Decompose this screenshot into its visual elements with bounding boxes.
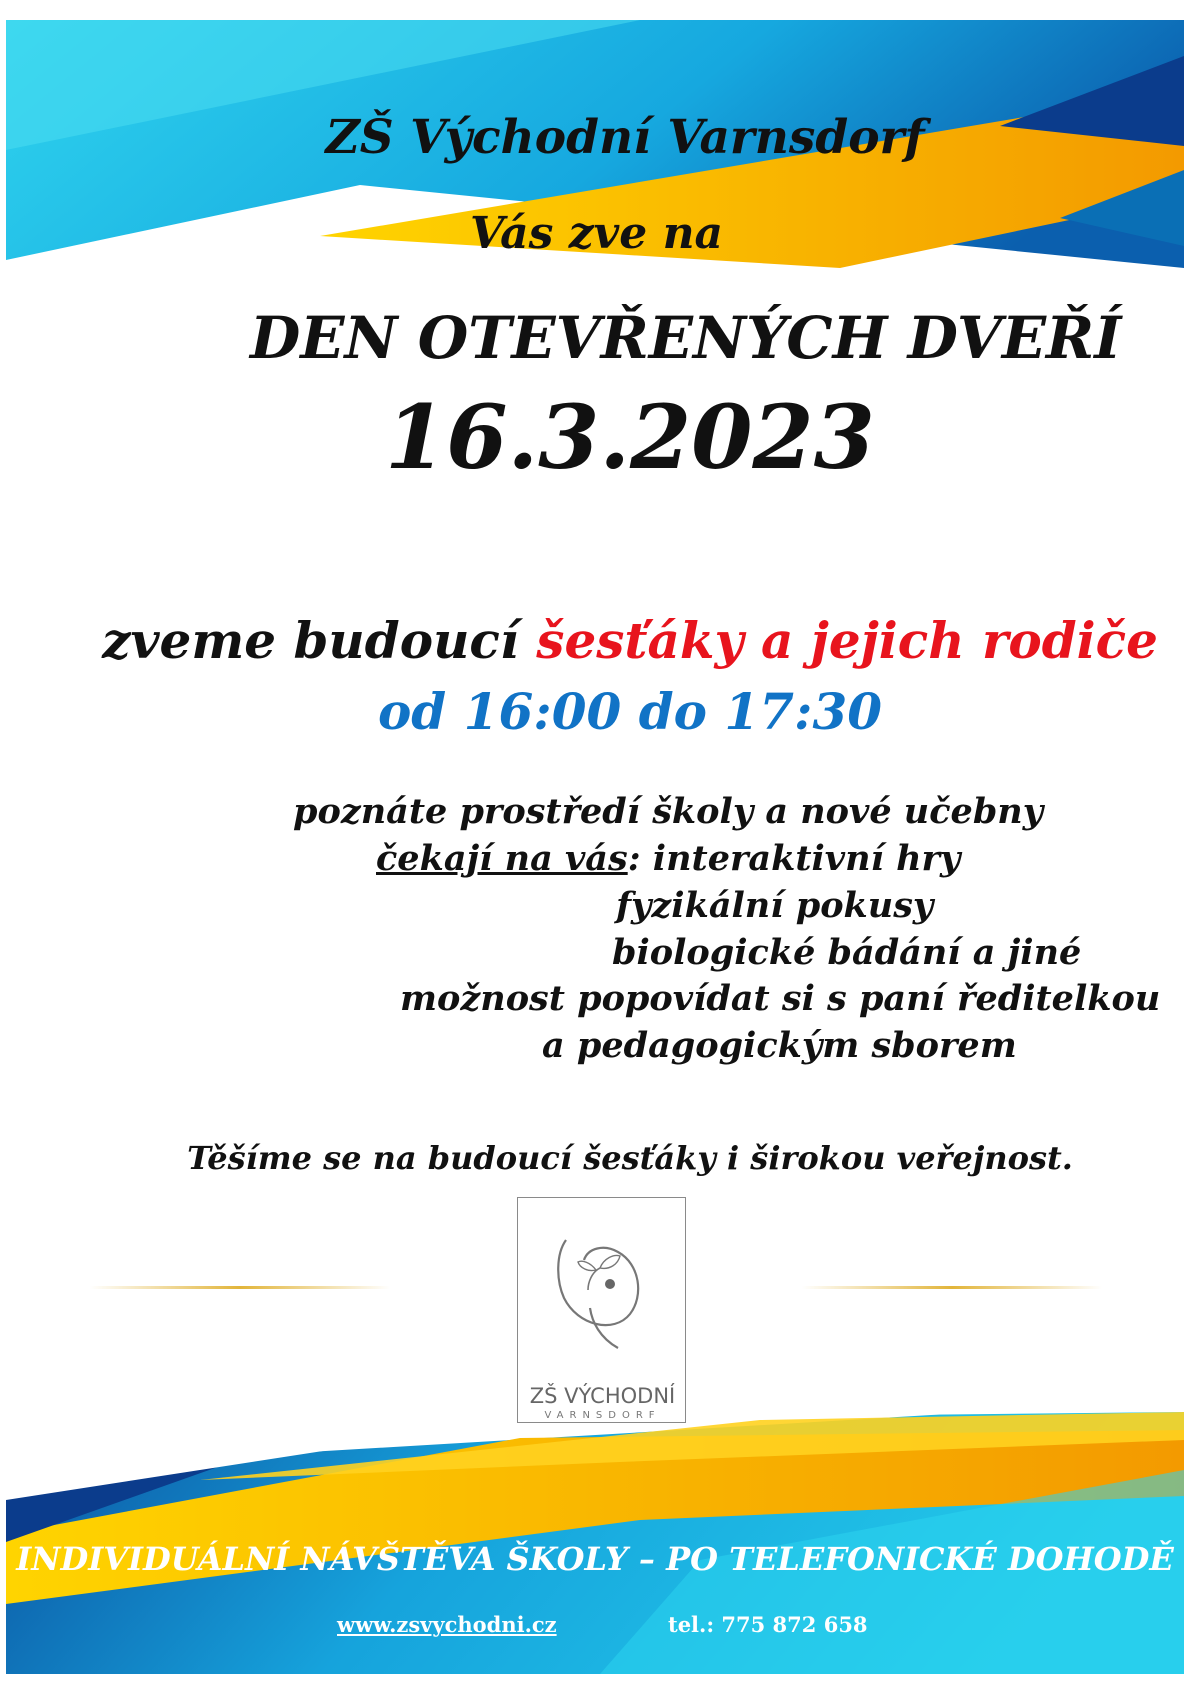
invitation-line bbox=[0, 611, 1190, 670]
invitation-highlight: šesťáky a jejich rodiče bbox=[536, 611, 1158, 670]
gold-rule-left bbox=[90, 1286, 390, 1289]
footer-note: INDIVIDUÁLNÍ NÁVŠTĚVA ŠKOLY – PO TELEFONICKÉ DOHODĚ bbox=[16, 1540, 1174, 1578]
closing-line: Těšíme se na budoucí šesťáky i širokou veřejnost. bbox=[187, 1139, 1073, 1177]
program-line-2 bbox=[376, 838, 960, 879]
gold-rule-right bbox=[802, 1286, 1102, 1289]
top-band bbox=[6, 20, 1184, 320]
program-line-5: možnost popovídat si s paní ředitelkou bbox=[400, 978, 1161, 1019]
logo-town: VARNSDORF bbox=[544, 1410, 661, 1421]
seedling-circle-icon bbox=[518, 1198, 687, 1378]
event-time: od 16:00 do 17:30 bbox=[377, 682, 883, 741]
invite-text: Vás zve na bbox=[470, 208, 724, 259]
school-name: ZŠ Východní Varnsdorf bbox=[325, 110, 925, 165]
bottom-band bbox=[6, 1380, 1184, 1674]
school-logo bbox=[517, 1197, 686, 1423]
waiting-label: čekají na vás bbox=[376, 838, 628, 879]
phone-number: tel.: 775 872 658 bbox=[668, 1612, 868, 1637]
invitation-lead: zveme budoucí bbox=[102, 611, 537, 670]
program-line-3: fyzikální pokusy bbox=[616, 885, 934, 926]
event-date: 16.3.2023 bbox=[385, 385, 875, 489]
program-line-4: biologické bádání a jiné bbox=[612, 932, 1082, 973]
program-line-1: poznáte prostředí školy a nové učebny bbox=[293, 791, 1044, 832]
logo-school-name: ZŠ VÝCHODNÍ bbox=[529, 1384, 676, 1408]
program-line-6: a pedagogickým sborem bbox=[542, 1025, 1017, 1066]
event-title: DEN OTEVŘENÝCH DVEŘÍ bbox=[250, 304, 1122, 372]
website-link[interactable]: www.zsvychodni.cz bbox=[337, 1612, 557, 1637]
waiting-rest: : interaktivní hry bbox=[627, 838, 961, 879]
